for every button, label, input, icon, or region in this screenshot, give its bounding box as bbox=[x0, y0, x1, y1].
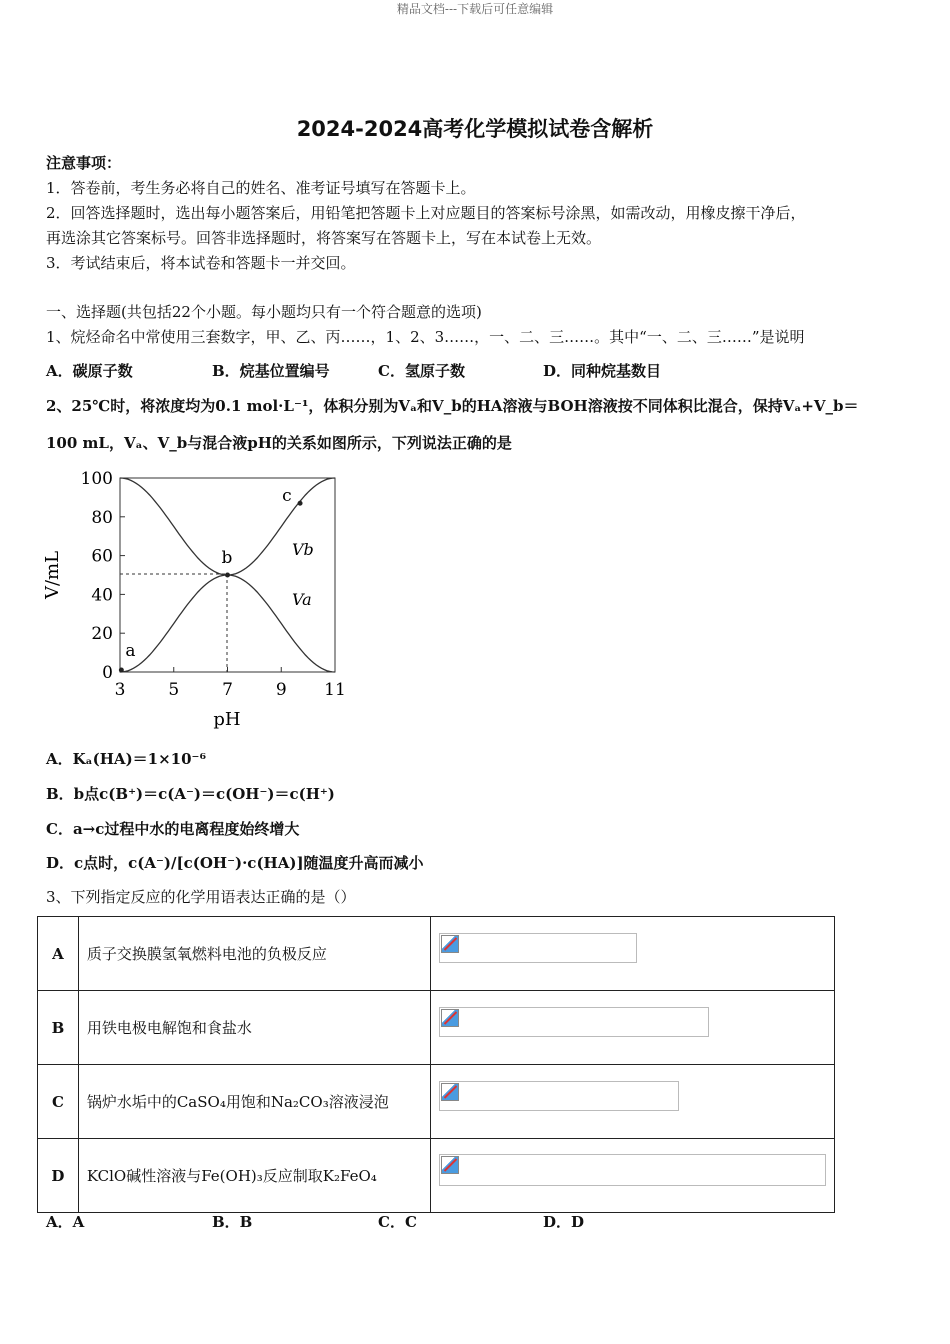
y-tick-label: 0 bbox=[102, 663, 113, 683]
q2-option[interactable]: D．c点时，c(A⁻)/[c(OH⁻)·c(HA)]随温度升高而减小 bbox=[46, 854, 424, 872]
x-tick-label: 7 bbox=[222, 680, 233, 700]
y-tick-label: 80 bbox=[91, 507, 113, 528]
v-ph-chart bbox=[40, 465, 360, 735]
row-letter: B bbox=[38, 991, 79, 1065]
q3-stem: 3、下列指定反应的化学用语表达正确的是（） bbox=[46, 888, 356, 906]
y-tick-label: 100 bbox=[80, 469, 113, 489]
curve-label-va: Va bbox=[292, 590, 312, 609]
q1-stem: 1、烷烃命名中常使用三套数字，甲、乙、丙……，1、2、3……，一、二、三……。其中“一、二、三……”是说明 bbox=[46, 328, 805, 346]
q1-option[interactable]: D．同种烷基数目 bbox=[543, 362, 662, 380]
broken-image-icon bbox=[439, 1081, 679, 1111]
q2-option[interactable]: B．b点c(B⁺)＝c(A⁻)＝c(OH⁻)＝c(H⁺) bbox=[46, 785, 335, 803]
y-tick-label: 20 bbox=[91, 624, 113, 645]
q1-option[interactable]: A．碳原子数 bbox=[46, 362, 133, 380]
y-axis-label: V/mL bbox=[42, 550, 63, 600]
table-row bbox=[38, 991, 835, 1065]
point-label-c: c bbox=[282, 486, 292, 507]
page-header: 精品文档---下载后可任意编辑 bbox=[396, 2, 554, 16]
q1-option[interactable]: B．烷基位置编号 bbox=[212, 362, 330, 380]
broken-image-icon bbox=[439, 1154, 826, 1186]
row-letter: D bbox=[38, 1139, 79, 1213]
row-letter: A bbox=[38, 917, 79, 991]
point-a bbox=[119, 668, 124, 673]
page-title: 2024-2024高考化学模拟试卷含解析 bbox=[296, 117, 654, 141]
row-letter: C bbox=[38, 1065, 79, 1139]
notice-item: 3．考试结束后，将本试卷和答题卡一并交回。 bbox=[46, 254, 356, 272]
q3-option[interactable]: D．D bbox=[543, 1213, 585, 1231]
x-tick-label: 3 bbox=[114, 680, 126, 700]
broken-image-icon bbox=[439, 1007, 709, 1037]
point-c bbox=[298, 501, 303, 506]
point-b bbox=[225, 573, 230, 578]
notice-item: 再选涂其它答案标号。回答非选择题时，将答案写在答题卡上，写在本试卷上无效。 bbox=[46, 229, 602, 247]
row-desc: KClO碱性溶液与Fe(OH)₃反应制取K₂FeO₄ bbox=[78, 1139, 430, 1213]
notice-item: 2．回答选择题时，选出每小题答案后，用铅笔把答题卡上对应题目的答案标号涂黑，如需改动，用橡皮擦干净后， bbox=[46, 204, 806, 222]
q2-stem: 2、25℃时，将浓度均为0.1 mol·L⁻¹，体积分别为Vₐ和V_b的HA溶液与BOH溶液按不同体积比混合，保持Vₐ+V_b＝ bbox=[46, 397, 859, 415]
q3-table bbox=[37, 916, 835, 1213]
notice-heading: 注意事项： bbox=[46, 154, 122, 172]
x-tick-label: 9 bbox=[275, 680, 287, 700]
row-desc: 用铁电极电解饱和食盐水 bbox=[78, 991, 430, 1065]
q2-option[interactable]: C．a→c过程中水的电离程度始终增大 bbox=[46, 820, 300, 838]
curve-label-vb: Vb bbox=[292, 540, 314, 559]
x-tick-label: 11 bbox=[324, 680, 346, 700]
table-row bbox=[38, 1065, 835, 1139]
q3-option[interactable]: B．B bbox=[212, 1213, 253, 1231]
table-row bbox=[38, 1139, 835, 1213]
y-tick-label: 60 bbox=[91, 546, 113, 567]
q3-option[interactable]: C．C bbox=[378, 1213, 417, 1231]
x-axis-label: pH bbox=[213, 709, 241, 730]
q2-stem: 100 mL，Vₐ、V_b与混合液pH的关系如图所示，下列说法正确的是 bbox=[46, 434, 512, 452]
table-row bbox=[38, 917, 835, 991]
y-tick-label: 40 bbox=[91, 585, 113, 606]
point-label-b: b bbox=[221, 548, 233, 568]
q3-option[interactable]: A．A bbox=[46, 1213, 85, 1231]
broken-image-icon bbox=[439, 933, 637, 963]
q2-option[interactable]: A．Kₐ(HA)＝1×10⁻⁶ bbox=[46, 750, 207, 768]
q1-option[interactable]: C．氢原子数 bbox=[378, 362, 465, 380]
x-tick-label: 5 bbox=[168, 680, 180, 700]
row-desc: 质子交换膜氢氧燃料电池的负极反应 bbox=[78, 917, 430, 991]
notice-item: 1．答卷前，考生务必将自己的姓名、准考证号填写在答题卡上。 bbox=[46, 179, 476, 197]
point-label-a: a bbox=[125, 641, 136, 662]
row-desc: 锅炉水垢中的CaSO₄用饱和Na₂CO₃溶液浸泡 bbox=[78, 1065, 430, 1139]
section-heading: 一、选择题(共包括22个小题。每小题均只有一个符合题意的选项) bbox=[46, 303, 482, 321]
